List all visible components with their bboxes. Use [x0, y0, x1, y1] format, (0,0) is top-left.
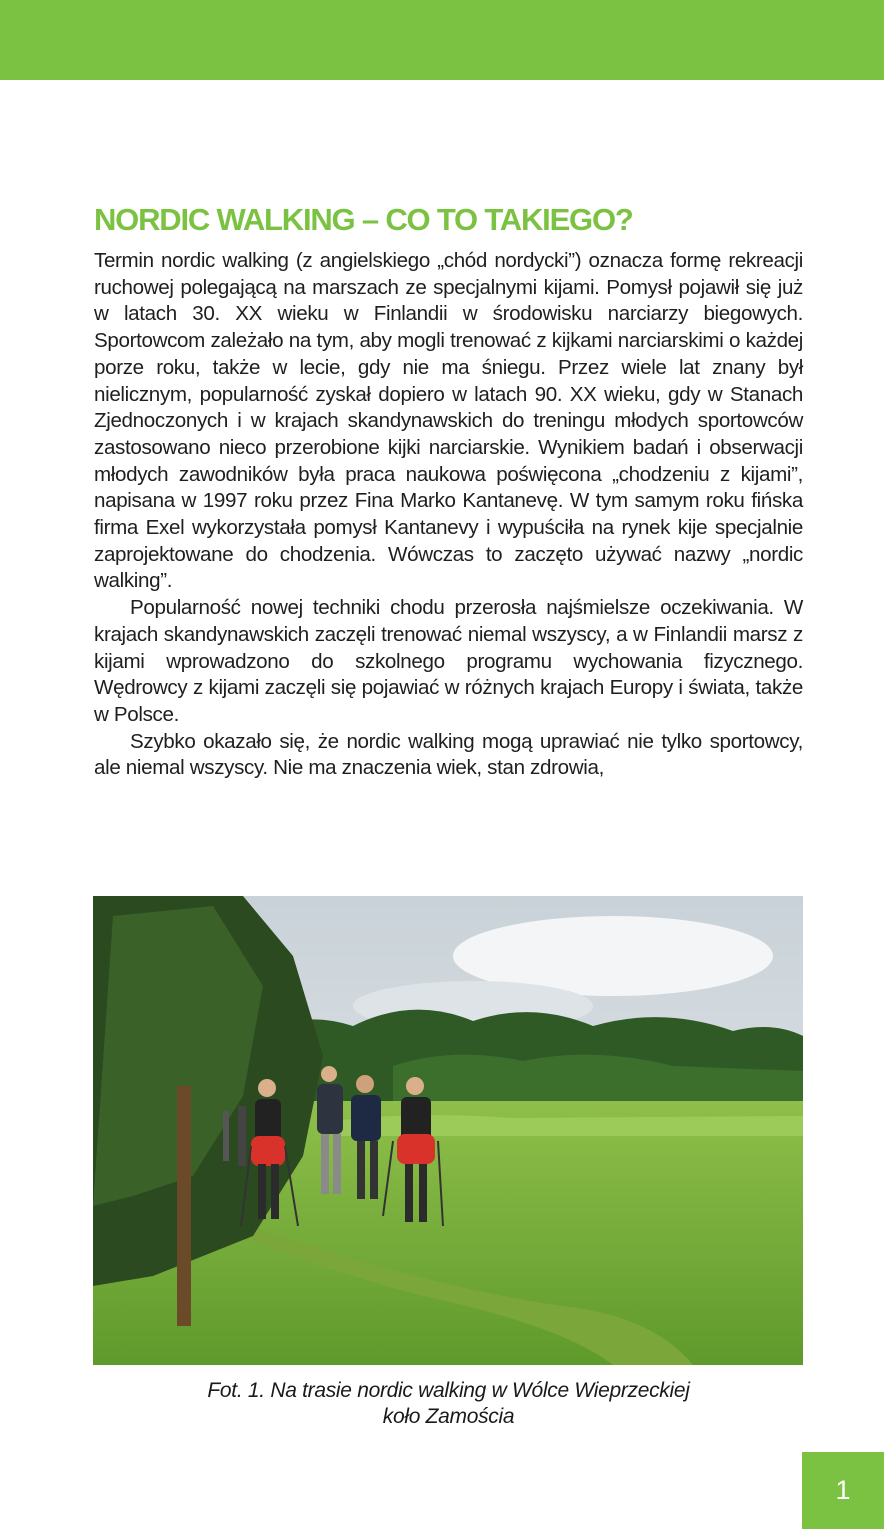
- article-body: [94, 248, 803, 782]
- caption-line-1: Fot. 1. Na trasie nordic walking w Wólce Wieprzeckiej: [207, 1379, 690, 1402]
- paragraph-2: Popularność nowej techniki chodu przerosła najśmielsze oczekiwania. W krajach skandynawskich zaczęli trenować niemal wszyscy, a w Finlandii marsz z kijami wprowadzono do szkolnego programu wychowania fizycznego. Wędrowcy z kijami zaczęli się pojawiać w różnych krajach Europy i świata, także w Polsce.: [94, 596, 803, 726]
- caption-line-2: koło Zamościa: [382, 1405, 515, 1428]
- nordic-walking-photo: [93, 896, 803, 1365]
- header-bar: [0, 0, 884, 80]
- page-number-box: [802, 1452, 884, 1529]
- paragraph-1: Termin nordic walking (z angielskiego „chód nordycki”) oznacza formę rekreacji ruchowej polegającą na marszach ze specjalnymi kijami. Pomysł pojawił się już w latach 30. XX wieku w Finlandii w środowisku narciarzy biegowych. Sportowcom zależało na tym, aby mogli trenować z kijkami narciarskimi o każdej porze roku, także w lecie, gdy nie ma śniegu. Przez wiele lat znany był nielicznym, popularność zyskał dopiero w latach 90. XX wieku, gdy w Stanach Zjednoczonych i w krajach skandynawskich do treningu młodych sportowców zastosowano nieco przerobione kijki narciarskie. Wynikiem badań i obserwacji młodych zawodników była praca naukowa poświęcona „chodzeniu z kijami”, napisana w 1997 roku przez Fina Marko Kantanevę. W tym samym roku fińska firma Exel wykorzystała pomysł Kantanevy i wypuściła na rynek kije specjalnie zaprojektowane do chodzenia. Wówczas to zaczęto używać nazwy „nordic walking”.: [94, 249, 803, 593]
- page-number: 1: [835, 1475, 851, 1505]
- page-title: NORDIC WALKING – CO TO TAKIEGO?: [94, 202, 633, 237]
- paragraph-3: Szybko okazało się, że nordic walking mogą uprawiać nie tylko sportowcy, ale niemal wszyscy. Nie ma znaczenia wiek, stan zdrowia,: [94, 729, 803, 780]
- photo-caption: [94, 1378, 803, 1430]
